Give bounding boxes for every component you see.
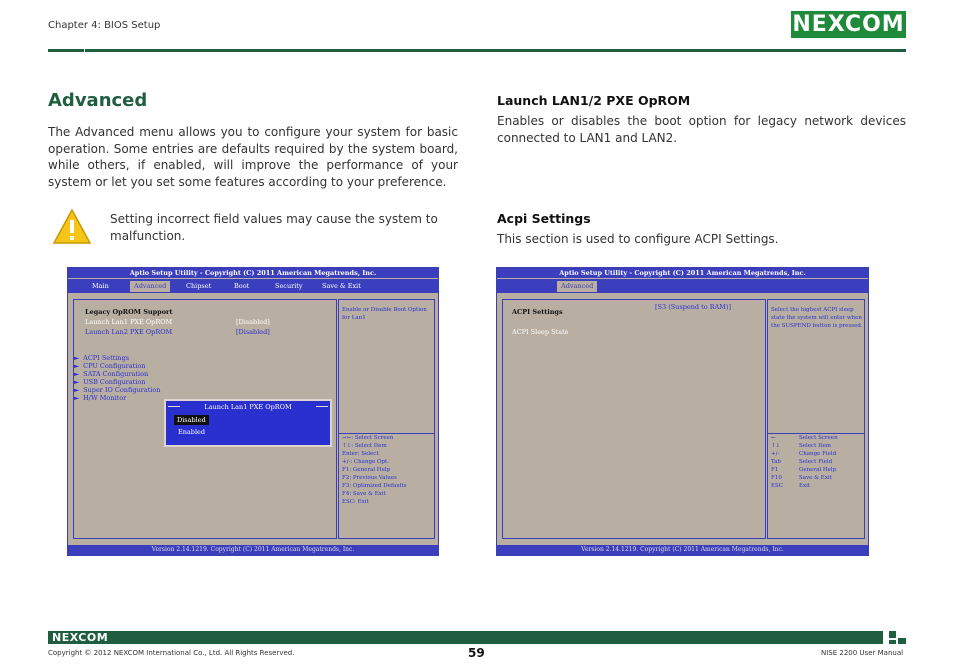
- tab-boot[interactable]: Boot: [234, 282, 250, 290]
- tab-advanced[interactable]: Advanced: [557, 281, 597, 292]
- key-select-item: ↑↓: Select Item: [342, 443, 387, 449]
- bios-footer: Version 2.14.1219. Copyright (C) 2011 American Megatrends, Inc.: [497, 545, 868, 555]
- submenu-cpu[interactable]: ► CPU Configuration: [74, 362, 146, 370]
- launch-lan1-popup: [164, 399, 332, 447]
- submenu-usb[interactable]: ► USB Configuration: [74, 378, 146, 386]
- help-line-2: state the system will enter when: [771, 315, 862, 321]
- page-number: 59: [468, 646, 485, 660]
- footer-logo: NEXCOM: [52, 631, 109, 644]
- acpi-sleep-state-value[interactable]: [S3 (Suspend to RAM)]: [655, 303, 732, 311]
- footer-bar: [48, 631, 883, 644]
- acpi-settings-description: This section is used to configure ACPI Settings.: [497, 232, 779, 246]
- acpi-sleep-state-label[interactable]: ACPI Sleep State: [512, 328, 569, 336]
- manual-title: NISE 2200 User Manual: [821, 649, 904, 657]
- bios-tab-bar: [68, 279, 438, 293]
- popup-title: Launch Lan1 PXE OpROM: [204, 403, 292, 411]
- tab-security[interactable]: Security: [275, 282, 303, 290]
- bios-title: Aptio Setup Utility - Copyright (C) 2011 American Megatrends, Inc.: [68, 268, 438, 278]
- lan2-option-value[interactable]: [Disabled]: [236, 328, 270, 336]
- bios-title: Aptio Setup Utility - Copyright (C) 2011 American Megatrends, Inc.: [497, 268, 868, 278]
- warning-text: Setting incorrect field values may cause the system to malfunction.: [110, 212, 438, 243]
- tab-advanced[interactable]: Advanced: [130, 281, 170, 292]
- key-row-exit: ESC Exit: [771, 483, 811, 489]
- help-line-2: for Lan1: [342, 315, 366, 321]
- tab-chipset[interactable]: Chipset: [186, 282, 212, 290]
- key-change-opt: +/-: Change Opt.: [342, 459, 390, 465]
- tab-main[interactable]: Main: [92, 282, 109, 290]
- bios-footer: Version 2.14.1219. Copyright (C) 2011 American Megatrends, Inc.: [68, 545, 438, 555]
- bios-screenshot-advanced: [67, 267, 439, 556]
- lan1-option-value[interactable]: [Disabled]: [236, 318, 270, 326]
- help-line-1: Enable or Disable Boot Option: [342, 307, 427, 313]
- lan1-option-label[interactable]: Launch Lan1 PXE OpROM: [85, 318, 173, 326]
- nexcom-logo: NEXCOM: [792, 12, 905, 37]
- key-row-save-exit: F10 Save & Exit: [771, 475, 832, 481]
- launch-lan-heading: Launch LAN1/2 PXE OpROM: [497, 93, 691, 108]
- key-f3: F3: Optimized Defaults: [342, 483, 407, 489]
- key-f2: F2: Previous Values: [342, 475, 397, 481]
- submenu-acpi[interactable]: ► ACPI Settings: [74, 354, 130, 362]
- bios-help-panel: [767, 299, 865, 539]
- help-line-1: Select the highest ACPI sleep: [771, 307, 854, 313]
- key-legend: [771, 434, 838, 490]
- key-select-screen: →←: Select Screen: [342, 435, 394, 441]
- acpi-settings-heading: Acpi Settings: [497, 211, 591, 226]
- legacy-oprom-heading: Legacy OpROM Support: [85, 308, 173, 316]
- key-row-change-field: +/- Change Field: [771, 451, 837, 457]
- key-legend: [342, 434, 407, 506]
- key-row-select-item: ↑↓ Select Item: [771, 443, 831, 449]
- key-f1: F1: General Help: [342, 467, 391, 473]
- footer-square-3: [889, 640, 896, 644]
- key-row-select-field: Tab Select Field: [771, 459, 833, 465]
- popup-option-enabled[interactable]: Enabled: [178, 428, 206, 436]
- key-esc: ESC: Exit: [342, 499, 369, 505]
- bios-tab-bar: [497, 279, 868, 293]
- lan2-option-label[interactable]: Launch Lan2 PXE OpROM: [85, 328, 173, 336]
- submenu-superio[interactable]: ► Super IO Configuration: [74, 386, 161, 394]
- copyright-text: Copyright © 2012 NEXCOM International Co., Ltd. All Rights Reserved.: [48, 649, 295, 657]
- key-row-general-help: F1 General Help: [771, 467, 837, 473]
- header-divider-start: [48, 49, 84, 52]
- launch-lan-description: Enables or disables the boot option for legacy network devices connected to LAN1 and LAN2.: [497, 114, 906, 145]
- popup-option-disabled[interactable]: Disabled: [174, 415, 209, 425]
- tab-save-exit[interactable]: Save & Exit: [322, 282, 361, 290]
- key-enter: Enter: Select: [342, 451, 379, 457]
- submenu-sata[interactable]: ► SATA Configuration: [74, 370, 149, 378]
- page-title: Advanced: [48, 90, 148, 111]
- chapter-label: Chapter 4: BIOS Setup: [48, 20, 161, 31]
- key-row-select-screen: ← Select Screen: [771, 435, 838, 441]
- submenu-hw-monitor[interactable]: ► H/W Monitor: [74, 394, 127, 402]
- footer-square-1: [889, 631, 896, 638]
- footer-square-2: [898, 638, 906, 644]
- intro-paragraph: The Advanced menu allows you to configure your system for basic operation. Some entries are defaults required by the system board, while others, if enabled, will improve the performance of your system or let you set some features according to your preference.: [48, 125, 458, 189]
- warning-icon: [52, 208, 92, 246]
- bios-screenshot-acpi: [496, 267, 869, 556]
- help-line-3: the SUSPEND button is pressed.: [771, 323, 863, 329]
- key-f4: F4: Save & Exit: [342, 491, 386, 497]
- acpi-section-heading: ACPI Settings: [512, 308, 563, 316]
- header-divider: [85, 49, 906, 52]
